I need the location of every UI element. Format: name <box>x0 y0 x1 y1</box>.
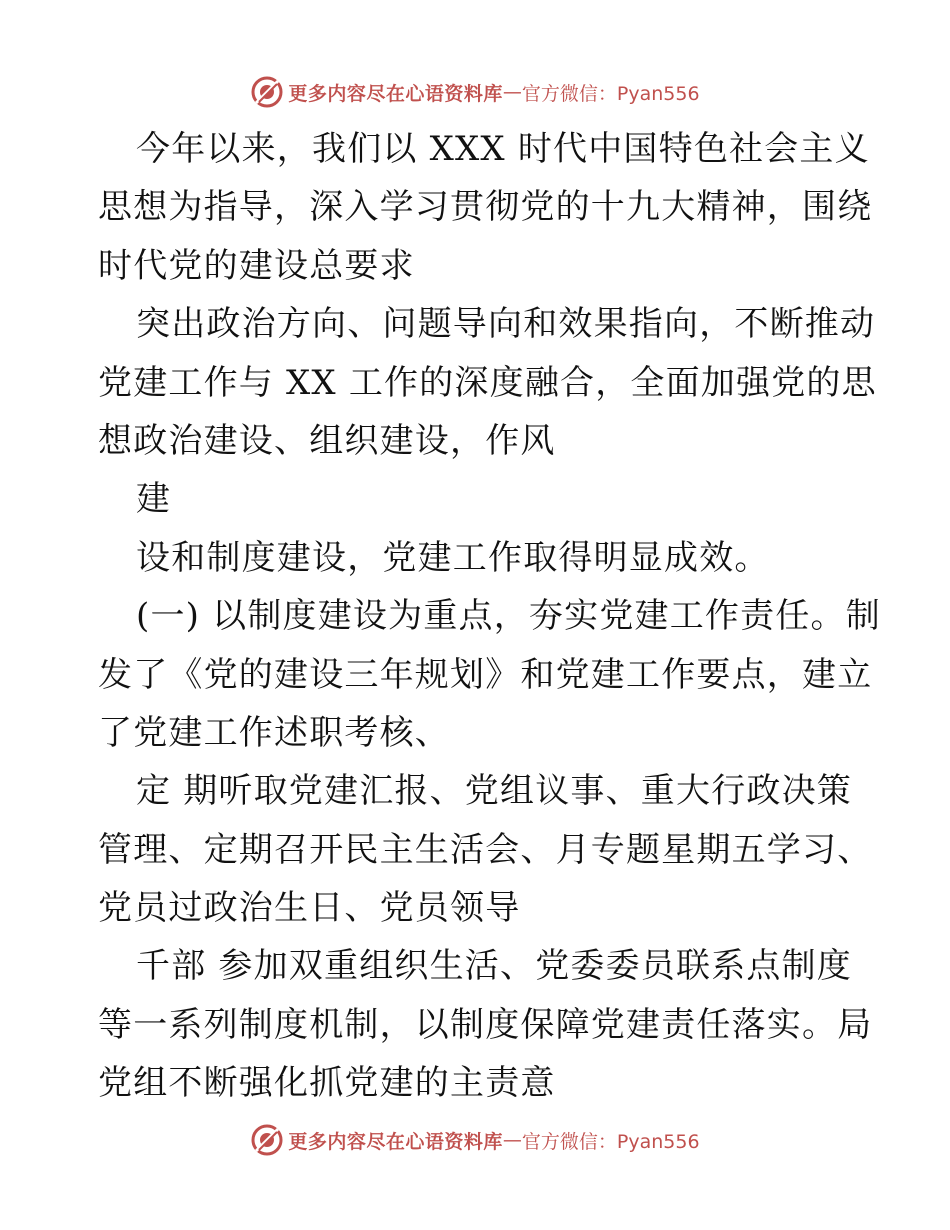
logo-icon <box>250 1123 284 1157</box>
text-line: (一) 以制度建设为重点，夯实党建工作责任。制 <box>136 596 881 637</box>
text-line: 党员过政治生日、党员领导 <box>98 888 521 929</box>
text-line: 定 期听取党建汇报、党组议事、重大行政决策 <box>136 771 853 812</box>
watermark-main: 更多内容尽在心语资料库 <box>288 82 503 105</box>
text-line: 时代党的建设总要求 <box>98 245 415 286</box>
text-line: 党建工作与 XX 工作的深度融合，全面加强党的思 <box>98 362 877 403</box>
text-line: 了党建工作述职考核、 <box>98 712 450 753</box>
text-line: 管理、定期召开民主生活会、月专题星期五学习、 <box>98 829 873 870</box>
text-line: 思想为指导，深入学习贯彻党的十九大精神，围绕 <box>98 187 873 228</box>
watermark-separator: — <box>502 81 522 103</box>
text-line: 设和制度建设，党建工作取得明显成效。 <box>136 537 770 578</box>
header-watermark <box>0 72 950 112</box>
text-line: 千部 参加双重组织生活、党委委员联系点制度 <box>136 946 853 987</box>
watermark-main: 更多内容尽在心语资料库 <box>288 1130 503 1153</box>
text-line: 等一系列制度机制，以制度保障党建责任落实。局 <box>98 1004 873 1045</box>
text-line: 发了《党的建设三年规划》和党建工作要点，建立 <box>98 654 873 695</box>
text-line: 想政治建设、组织建设，作风 <box>98 420 556 461</box>
footer-watermark <box>0 1120 950 1160</box>
text-line: 今年以来，我们以 XXX 时代中国特色社会主义 <box>136 129 870 169</box>
watermark-separator: — <box>502 1129 522 1151</box>
logo-icon <box>250 75 284 109</box>
watermark-contact: 官方微信：Pyan556 <box>521 82 700 105</box>
text-line: 党组不断强化抓党建的主责意 <box>98 1063 556 1104</box>
document-body <box>98 120 881 1113</box>
watermark-contact: 官方微信：Pyan556 <box>521 1130 700 1153</box>
text-line: 建 <box>136 479 172 520</box>
text-line: 突出政治方向、问题导向和效果指向，不断推动 <box>136 304 876 345</box>
